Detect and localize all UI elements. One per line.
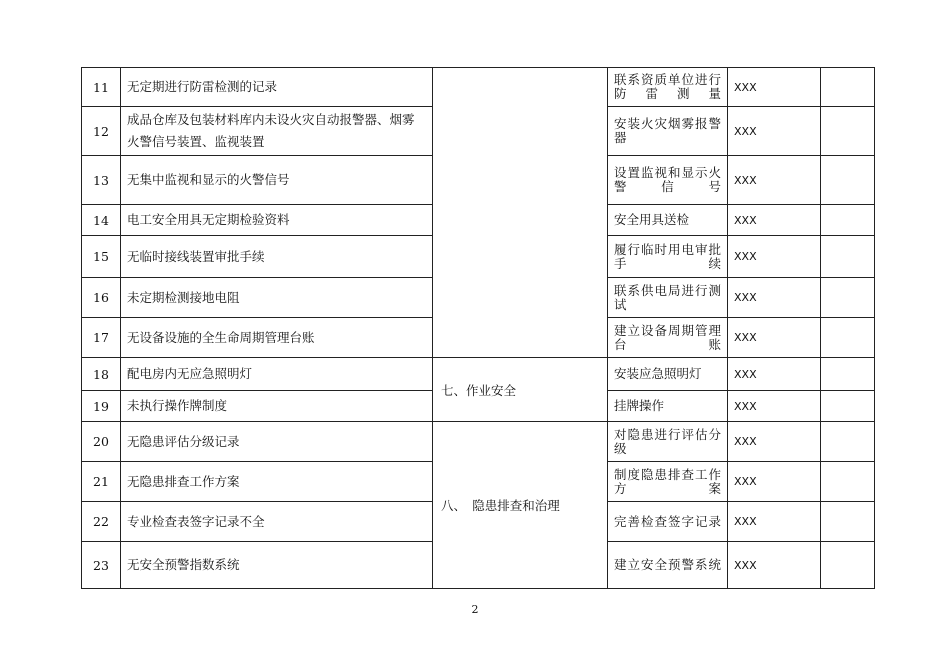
row-number: 22 (82, 502, 121, 542)
hazard-description: 未定期检测接地电阻 (121, 278, 433, 318)
rectification-action: 安装火灾烟雾报警器 (608, 107, 728, 156)
hazard-description: 无临时接线装置审批手续 (121, 236, 433, 278)
remark-cell (821, 278, 875, 318)
remark-cell (821, 502, 875, 542)
remark-cell (821, 68, 875, 107)
hazard-description: 无安全预警指数系统 (121, 542, 433, 589)
row-number: 11 (82, 68, 121, 107)
remark-cell (821, 358, 875, 391)
rectification-action: 安全用具送检 (608, 205, 728, 236)
page-number: 2 (471, 603, 479, 616)
hazard-description: 无隐患评估分级记录 (121, 422, 433, 462)
responsible-person: XXX (728, 502, 821, 542)
row-number: 15 (82, 236, 121, 278)
table-row (82, 422, 875, 462)
hazard-description: 专业检查表签字记录不全 (121, 502, 433, 542)
rectification-action: 履行临时用电审批手续 (608, 236, 728, 278)
table-row (82, 68, 875, 107)
responsible-person: XXX (728, 391, 821, 422)
responsible-person: XXX (728, 358, 821, 391)
row-number: 19 (82, 391, 121, 422)
row-number: 18 (82, 358, 121, 391)
row-number: 16 (82, 278, 121, 318)
hazard-description: 无集中监视和显示的火警信号 (121, 156, 433, 205)
remark-cell (821, 236, 875, 278)
row-number: 20 (82, 422, 121, 462)
responsible-person: XXX (728, 156, 821, 205)
remark-cell (821, 318, 875, 358)
hazard-description: 未执行操作牌制度 (121, 391, 433, 422)
row-number: 14 (82, 205, 121, 236)
rectification-action: 对隐患进行评估分级 (608, 422, 728, 462)
rectification-action: 联系供电局进行测试 (608, 278, 728, 318)
responsible-person: XXX (728, 542, 821, 589)
hazard-description: 无隐患排查工作方案 (121, 462, 433, 502)
rectification-action: 联系资质单位进行防雷测量 (608, 68, 728, 107)
remark-cell (821, 391, 875, 422)
rectification-action: 完善检查签字记录 (608, 502, 728, 542)
remark-cell (821, 542, 875, 589)
category-cell (433, 68, 608, 358)
hazard-description: 配电房内无应急照明灯 (121, 358, 433, 391)
row-number: 23 (82, 542, 121, 589)
remark-cell (821, 422, 875, 462)
hazard-description: 无设备设施的全生命周期管理台账 (121, 318, 433, 358)
row-number: 17 (82, 318, 121, 358)
rectification-action: 挂牌操作 (608, 391, 728, 422)
responsible-person: XXX (728, 462, 821, 502)
rectification-action: 设置监视和显示火警信号 (608, 156, 728, 205)
remark-cell (821, 205, 875, 236)
remark-cell (821, 462, 875, 502)
responsible-person: XXX (728, 422, 821, 462)
rectification-action: 制度隐患排查工作方案 (608, 462, 728, 502)
row-number: 21 (82, 462, 121, 502)
remark-cell (821, 107, 875, 156)
remark-cell (821, 156, 875, 205)
category-work-safety: 七、作业安全 (433, 358, 608, 422)
row-number: 13 (82, 156, 121, 205)
category-hazard-check: 八、 隐患排查和治理 (433, 422, 608, 589)
hazard-description: 电工安全用具无定期检验资料 (121, 205, 433, 236)
hazard-description: 成品仓库及包装材料库内未设火灾自动报警器、烟雾火警信号装置、监视装置 (121, 107, 433, 156)
table-row (82, 358, 875, 391)
responsible-person: XXX (728, 318, 821, 358)
responsible-person: XXX (728, 205, 821, 236)
row-number: 12 (82, 107, 121, 156)
hazard-rectification-table (81, 67, 875, 589)
responsible-person: XXX (728, 68, 821, 107)
hazard-description: 无定期进行防雷检测的记录 (121, 68, 433, 107)
rectification-action: 安装应急照明灯 (608, 358, 728, 391)
rectification-action: 建立设备周期管理台账 (608, 318, 728, 358)
rectification-action: 建立安全预警系统 (608, 542, 728, 589)
responsible-person: XXX (728, 236, 821, 278)
responsible-person: XXX (728, 278, 821, 318)
responsible-person: XXX (728, 107, 821, 156)
